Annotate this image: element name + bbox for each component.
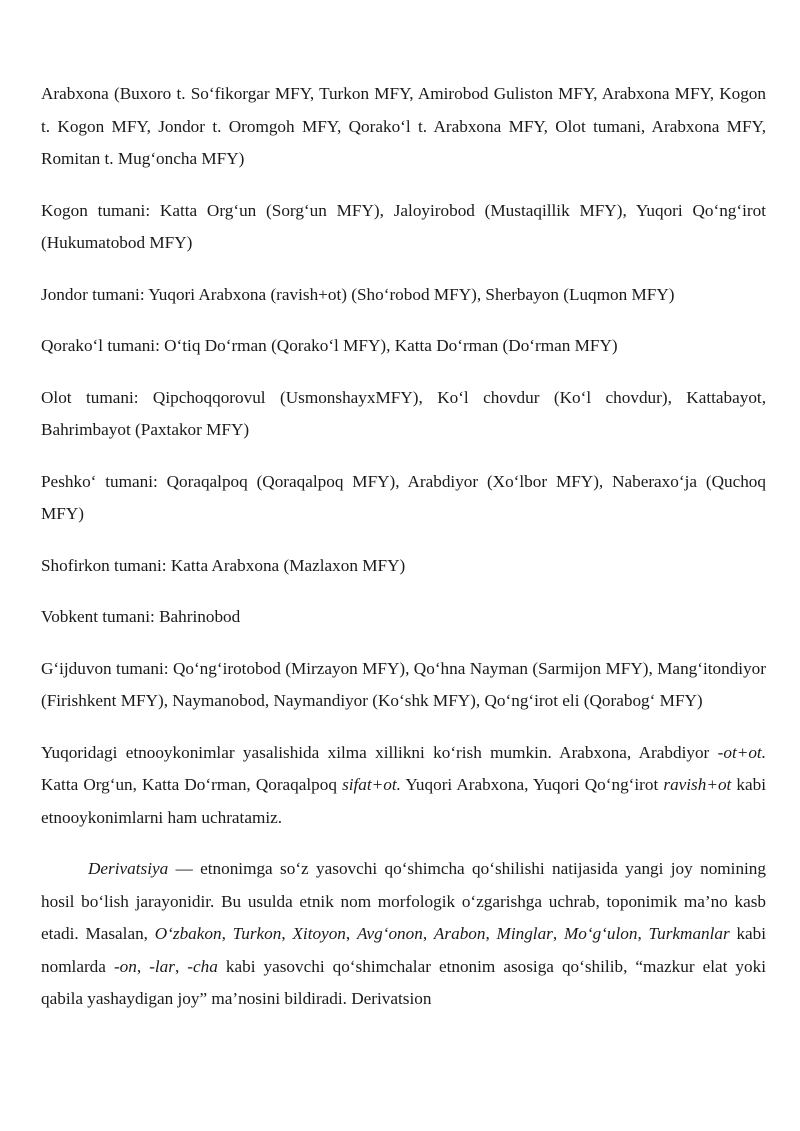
- paragraph-derivation: Derivatsiya — etnonimga so‘z yasovchi qo‘shimcha qo‘shilishi natijasida yangi joy nomining hosil bo‘lish jarayonidir. Bu usulda etnik nom morfologik o‘zgarishga uchrab, toponimik ma’no kasb etadi. Masalan, O‘zbakon, Turkon, Xitoyon, Avg‘onon, Arabon, Minglar, Mo‘g‘ulon, Turkmanlar kabi nomlarda -on, -lar, -cha kabi yasovchi qo‘shimchalar etnonim asosiga qo‘shilib, “mazkur elat yoki qabila yashaydigan joy” ma’nosini bildiradi. Derivatsion: [41, 859, 767, 1008]
- paragraph-jondor-district: Jondor tumani: Yuqori Arabxona (ravish+ot) (Sho‘robod MFY), Sherbayon (Luqmon MFY): [41, 284, 675, 304]
- paragraph-peshku-district: Peshko‘ tumani: Qoraqalpoq (Qoraqalpoq MFY), Arabdiyor (Xo‘lbor MFY), Naberaxo‘ja (Quchoq MFY): [41, 471, 766, 523]
- paragraph-arabxona-list: Arabxona (Buxoro t. So‘fikorgar MFY, Turkon MFY, Amirobod Guliston MFY, Arabxona MFY, Kogon t. Kogon MFY, Jondor t. Oromgoh MFY, Qorako‘l t. Arabxona MFY, Olot tumani, Arabxona MFY, Romitan t. Mug‘oncha MFY): [41, 84, 766, 168]
- paragraph-qorakol-district: Qorako‘l tumani: O‘tiq Do‘rman (Qorako‘l MFY), Katta Do‘rman (Do‘rman MFY): [41, 336, 618, 355]
- paragraph-vobkent-district: Vobkent tumani: Bahrinobod: [41, 607, 241, 626]
- paragraph-formation-summary: Yuqoridagi etnooykonimlar yasalishida xilma xillikni ko‘rish mumkin. Arabxona, Arabdiyor -ot+ot. Katta Org‘un, Katta Do‘rman, Qoraqalpoq sifat+ot. Yuqori Arabxona, Yuqori Qo‘ng‘irot ravish+ot kabi etnooykonimlarni ham uchratamiz.: [41, 742, 767, 827]
- paragraph-gijduvon-district: G‘ijduvon tumani: Qo‘ng‘irotobod (Mirzayon MFY), Qo‘hna Nayman (Sarmijon MFY), Mang‘itondiyor (Firishkent MFY), Naymanobod, Naymandiyor (Ko‘shk MFY), Qo‘ng‘irot eli (Qorabog‘ MFY): [41, 658, 766, 710]
- document-page: [41, 78, 766, 1016]
- paragraph-olot-district: Olot tumani: Qipchoqqorovul (UsmonshayxMFY), Ko‘l chovdur (Ko‘l chovdur), Kattabayot, Bahrimbayot (Paxtakor MFY): [41, 387, 766, 439]
- paragraph-kogon-district: Kogon tumani: Katta Org‘un (Sorg‘un MFY), Jaloyirobod (Mustaqillik MFY), Yuqori Qo‘ng‘irot (Hukumatobod MFY): [41, 200, 766, 252]
- paragraph-shofirkon-district: Shofirkon tumani: Katta Arabxona (Mazlaxon MFY): [41, 555, 406, 575]
